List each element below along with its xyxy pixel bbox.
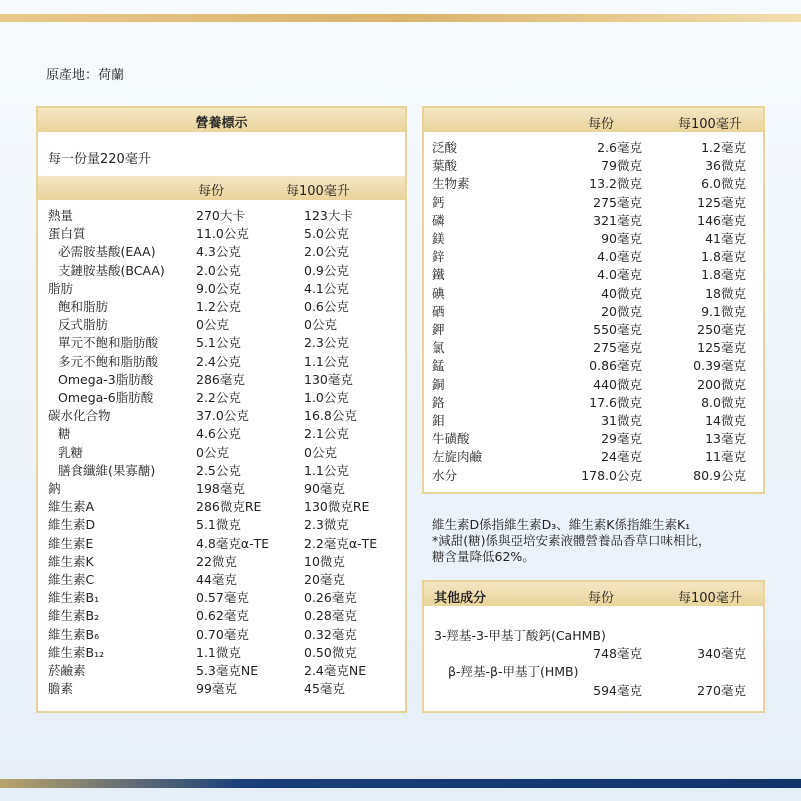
nutrient-row: [38, 406, 405, 424]
nutrient-per-serving: 275毫克: [593, 340, 642, 356]
nutrient-row: [38, 643, 405, 661]
nutrient-per-100ml: 1.0公克: [304, 390, 349, 405]
nutrient-per-100ml: 123大卡: [304, 208, 353, 223]
nutrient-row: [424, 302, 763, 320]
nutrient-per-100ml: 2.3微克: [304, 517, 349, 533]
nutrient-per-serving: 22微克: [196, 553, 237, 569]
nutrient-name: 反式脂肪: [58, 317, 109, 333]
nutrient-per-100ml: 1.8毫克: [701, 267, 746, 283]
nutrient-name: 維生素A: [48, 499, 95, 515]
nutrient-per-serving: 29毫克: [601, 431, 642, 447]
right-column-header: [424, 108, 763, 132]
nutrient-per-100ml: 8.0微克: [701, 394, 746, 410]
nutrient-per-serving: 2.0公克: [196, 262, 241, 278]
nutrition-facts-panel: [36, 106, 407, 713]
note-line: *減甜(糖)係與亞培安素液體營養品香草口味相比，: [432, 533, 711, 548]
nutrient-per-100ml: 5.0公克: [304, 226, 349, 242]
nutrient-per-serving: 0公克: [196, 444, 229, 460]
nutrient-name: 水分: [432, 467, 458, 483]
nutrient-name: 牛磺酸: [432, 431, 470, 447]
nutrient-row: [424, 229, 763, 247]
nutrient-per-serving: 13.2微克: [589, 176, 642, 192]
nutrient-per-100ml: 2.1公克: [304, 426, 349, 442]
nutrient-per-serving: 2.5公克: [196, 462, 241, 478]
nutrient-per-100ml: 130毫克: [304, 371, 353, 387]
nutrient-row: [38, 479, 405, 497]
nutrient-row: [424, 211, 763, 229]
nutrient-name: 熱量: [48, 208, 74, 223]
nutrient-row: [424, 284, 763, 302]
nutrient-name: 飽和脂肪: [58, 299, 109, 314]
nutrient-per-100ml: 16.8公克: [304, 408, 357, 424]
nutrient-per-serving: 275毫克: [593, 194, 642, 210]
nutrient-per-serving: 9.0公克: [196, 280, 241, 296]
nutrient-per-serving: 40微克: [601, 285, 642, 301]
nutrient-name: 脂肪: [48, 280, 74, 296]
nutrient-per-100ml: 45毫克: [304, 681, 345, 697]
nutrient-name: 鈉: [48, 481, 61, 496]
nutrient-per-serving: 90毫克: [601, 231, 642, 246]
nutrient-row: [424, 247, 763, 265]
nutrient-name: 糖: [58, 426, 71, 442]
nutrient-per-100ml: 1.2毫克: [701, 140, 746, 155]
nutrient-row: [38, 625, 405, 643]
nutrient-row: [424, 320, 763, 338]
nutrient-per-serving: 11.0公克: [196, 226, 249, 242]
nutrition-facts-title: 營養標示: [195, 116, 248, 131]
nutrient-per-serving: 321毫克: [593, 212, 642, 228]
nutrient-name: 維生素B₁: [48, 590, 100, 606]
other-header: [424, 582, 763, 606]
nutrient-row: [38, 497, 405, 515]
nutrient-per-100ml: 2.2毫克α-TE: [304, 535, 378, 551]
nutrient-name: Omega-3脂肪酸: [58, 371, 154, 387]
nutrient-per-100ml: 2.0公克: [304, 244, 349, 260]
nutrient-row: [38, 352, 405, 370]
nutrient-per-serving: 0.62毫克: [196, 608, 249, 624]
nutrient-per-serving: 4.0毫克: [597, 267, 642, 283]
nutrient-row: [38, 315, 405, 333]
nutrient-per-100ml: 1.1公克: [304, 353, 349, 369]
nutrient-row: [38, 279, 405, 297]
nutrient-per-serving: 4.6公克: [196, 426, 241, 442]
nutrient-name: 銅: [432, 376, 445, 392]
nutrient-row: [38, 461, 405, 479]
nutrient-per-serving: 31微克: [601, 413, 642, 428]
nutrient-row: [38, 661, 405, 679]
col-per-100ml: 每100毫升: [678, 591, 742, 606]
nutrient-per-100ml: 250毫克: [697, 322, 746, 337]
nutrient-name: 鎂: [432, 231, 445, 246]
nutrient-per-100ml: 36微克: [705, 158, 746, 174]
nutrient-name: 維生素E: [48, 535, 94, 551]
nutrient-per-serving: 550毫克: [593, 322, 642, 337]
nutrient-row: [38, 552, 405, 570]
nutrient-name: 硒: [432, 303, 445, 319]
nutrient-row: [38, 297, 405, 315]
nutrient-per-100ml: 80.9公克: [693, 467, 746, 483]
other-item-per: 748毫克: [593, 646, 642, 661]
nutrient-per-100ml: 20毫克: [304, 572, 345, 587]
nutrient-row: [424, 156, 763, 174]
nutrient-row: [38, 679, 405, 697]
bottom-blue-bar: [0, 779, 801, 788]
nutrient-row: [424, 411, 763, 429]
nutrient-per-serving: 5.1公克: [196, 335, 241, 351]
nutrient-row: [38, 206, 405, 224]
nutrient-name: 磷: [432, 212, 445, 228]
nutrient-per-100ml: 0.32毫克: [304, 626, 357, 642]
nutrient-per-100ml: 0.28毫克: [304, 608, 357, 624]
other-item-per: 594毫克: [593, 683, 642, 698]
nutrient-per-100ml: 0公克: [304, 317, 337, 333]
nutrient-row: [38, 333, 405, 351]
nutrient-name: 鋅: [432, 249, 445, 265]
nutrient-per-serving: 2.4公克: [196, 353, 241, 369]
nutrient-per-serving: 4.8毫克α-TE: [196, 535, 270, 551]
serving-size: 每一份量220毫升: [48, 152, 151, 167]
nutrient-row: [424, 375, 763, 393]
col-per-serving: 每份: [588, 117, 615, 132]
nutrient-name: 維生素B₁₂: [48, 644, 105, 660]
nutrient-row: [424, 429, 763, 447]
nutrient-row: [424, 265, 763, 283]
nutrient-per-serving: 99毫克: [196, 681, 237, 697]
nutrient-name: 鈣: [432, 194, 445, 210]
nutrient-per-100ml: 9.1微克: [701, 303, 746, 319]
nutrition-facts-title-bar: [38, 108, 405, 132]
nutrient-per-100ml: 2.3公克: [304, 335, 349, 351]
nutrient-per-serving: 1.1微克: [196, 644, 241, 660]
nutrient-row: [424, 193, 763, 211]
nutrient-per-serving: 0.86毫克: [589, 358, 642, 374]
nutrient-name: 膽素: [48, 681, 74, 697]
nutrient-per-100ml: 125毫克: [697, 194, 746, 210]
other-item-per100: 270毫克: [697, 683, 746, 698]
nutrient-per-serving: 17.6微克: [589, 394, 642, 410]
nutrient-name: 乳糖: [58, 444, 84, 460]
nutrient-per-100ml: 18微克: [705, 285, 746, 301]
nutrient-per-100ml: 125毫克: [697, 340, 746, 356]
nutrient-per-100ml: 146毫克: [697, 212, 746, 228]
nutrient-row: [38, 370, 405, 388]
nutrient-row: [38, 570, 405, 588]
nutrient-per-100ml: 2.4毫克NE: [304, 663, 367, 678]
nutrient-name: 單元不飽和脂肪酸: [58, 335, 159, 351]
nutrient-per-serving: 0.57毫克: [196, 590, 249, 606]
nutrient-per-serving: 4.3公克: [196, 244, 241, 260]
nutrient-name: 必需胺基酸(EAA): [58, 244, 156, 260]
minerals-panel: [422, 106, 765, 494]
col-per-serving: 每份: [198, 184, 225, 199]
nutrient-per-serving: 2.2公克: [196, 390, 241, 405]
nutrient-row: [424, 393, 763, 411]
note-line: 糖含量降低62%。: [432, 549, 535, 564]
nutrient-name: 碳水化合物: [48, 408, 111, 424]
nutrient-per-100ml: 1.8毫克: [701, 249, 746, 265]
nutrient-row: [38, 443, 405, 461]
nutrient-row: [38, 388, 405, 406]
nutrient-row: [424, 466, 763, 484]
nutrient-name: 錳: [432, 358, 445, 374]
nutrient-name: 維生素K: [48, 553, 94, 569]
nutrient-per-100ml: 0.9公克: [304, 262, 349, 278]
nutrient-per-100ml: 0.39毫克: [693, 358, 746, 374]
nutrient-name: 鉬: [432, 413, 445, 428]
nutrient-name: 多元不飽和脂肪酸: [58, 353, 159, 369]
nutrient-per-serving: 178.0公克: [581, 467, 642, 483]
origin-label: 原產地：荷蘭: [46, 68, 125, 83]
nutrient-per-serving: 5.3毫克NE: [196, 663, 259, 678]
nutrient-name: 維生素B₂: [48, 608, 100, 624]
nutrient-per-100ml: 0.6公克: [304, 299, 349, 314]
nutrient-per-serving: 79微克: [601, 158, 642, 174]
nutrient-name: 氯: [432, 340, 445, 356]
nutrient-per-serving: 5.1微克: [196, 517, 241, 533]
note-line: 維生素D係指維生素D₃、維生素K係指維生素K₁: [432, 517, 691, 532]
nutrient-name: Omega-6脂肪酸: [58, 390, 154, 405]
nutrient-per-serving: 4.0毫克: [597, 249, 642, 265]
col-per-100ml: 每100毫升: [678, 117, 742, 132]
top-gold-bar: [0, 14, 801, 22]
nutrient-name: 鉻: [432, 394, 445, 410]
nutrient-per-100ml: 13毫克: [705, 431, 746, 447]
nutrient-per-100ml: 90毫克: [304, 481, 345, 496]
nutrient-per-serving: 198毫克: [196, 481, 245, 496]
nutrient-per-serving: 270大卡: [196, 208, 245, 223]
nutrient-per-100ml: 200微克: [697, 376, 746, 392]
other-title: 其他成分: [434, 591, 487, 606]
nutrient-name: 維生素C: [48, 572, 95, 587]
left-column-header: [38, 176, 405, 200]
nutrient-name: 支鏈胺基酸(BCAA): [58, 262, 165, 278]
nutrient-name: 鐵: [432, 267, 445, 283]
nutrient-per-serving: 1.2公克: [196, 299, 241, 314]
nutrient-name: 鉀: [432, 322, 445, 337]
nutrient-per-serving: 20微克: [601, 303, 642, 319]
nutrient-row: [424, 356, 763, 374]
nutrient-per-serving: 37.0公克: [196, 408, 249, 424]
nutrient-row: [424, 447, 763, 465]
nutrient-name: 維生素B₆: [48, 626, 100, 642]
col-per-serving: 每份: [588, 591, 615, 606]
nutrient-name: 碘: [432, 285, 445, 301]
nutrient-row: [424, 138, 763, 156]
nutrient-row: [424, 174, 763, 192]
nutrient-row: [424, 338, 763, 356]
nutrient-per-100ml: 0.50微克: [304, 644, 357, 660]
nutrient-per-serving: 2.6毫克: [597, 140, 642, 155]
nutrient-name: 膳食纖維(果寡醣): [58, 462, 156, 478]
other-item-name: β-羥基-β-甲基丁(HMB): [448, 664, 579, 679]
nutrient-row: [38, 515, 405, 533]
nutrient-per-100ml: 6.0微克: [701, 176, 746, 192]
nutrient-per-100ml: 4.1公克: [304, 280, 349, 296]
nutrient-row: [38, 242, 405, 260]
other-item-name: 3-羥基-3-甲基丁酸鈣(CaHMB): [434, 628, 606, 643]
nutrient-per-100ml: 1.1公克: [304, 462, 349, 478]
col-per-100ml: 每100毫升: [286, 184, 350, 199]
nutrient-row: [38, 588, 405, 606]
nutrient-per-serving: 286毫克: [196, 371, 245, 387]
nutrient-name: 泛酸: [432, 140, 458, 155]
nutrient-per-serving: 0.70毫克: [196, 626, 249, 642]
nutrient-per-100ml: 130微克RE: [304, 499, 370, 515]
nutrient-name: 生物素: [432, 176, 470, 192]
nutrient-per-100ml: 0.26毫克: [304, 590, 357, 606]
nutrient-row: [38, 224, 405, 242]
nutrient-per-serving: 440微克: [593, 376, 642, 392]
nutrient-per-100ml: 10微克: [304, 553, 345, 569]
nutrient-per-serving: 24毫克: [601, 449, 642, 465]
nutrient-per-serving: 286微克RE: [196, 499, 262, 515]
nutrient-row: [38, 424, 405, 442]
other-item-per100: 340毫克: [697, 646, 746, 661]
other-ingredients-panel: [422, 580, 765, 713]
nutrient-name: 左旋肉鹼: [432, 449, 483, 465]
nutrient-per-serving: 44毫克: [196, 572, 237, 587]
nutrient-name: 蛋白質: [48, 226, 86, 242]
nutrient-name: 菸鹼素: [48, 663, 86, 678]
nutrient-per-100ml: 0公克: [304, 444, 337, 460]
nutrient-per-100ml: 14微克: [705, 413, 746, 428]
nutrient-per-100ml: 41毫克: [705, 231, 746, 246]
nutrient-per-serving: 0公克: [196, 317, 229, 333]
nutrient-name: 葉酸: [432, 158, 458, 174]
nutrient-row: [38, 261, 405, 279]
nutrient-name: 維生素D: [48, 517, 96, 533]
nutrient-row: [38, 606, 405, 624]
nutrient-per-100ml: 11毫克: [705, 449, 746, 465]
nutrient-row: [38, 534, 405, 552]
